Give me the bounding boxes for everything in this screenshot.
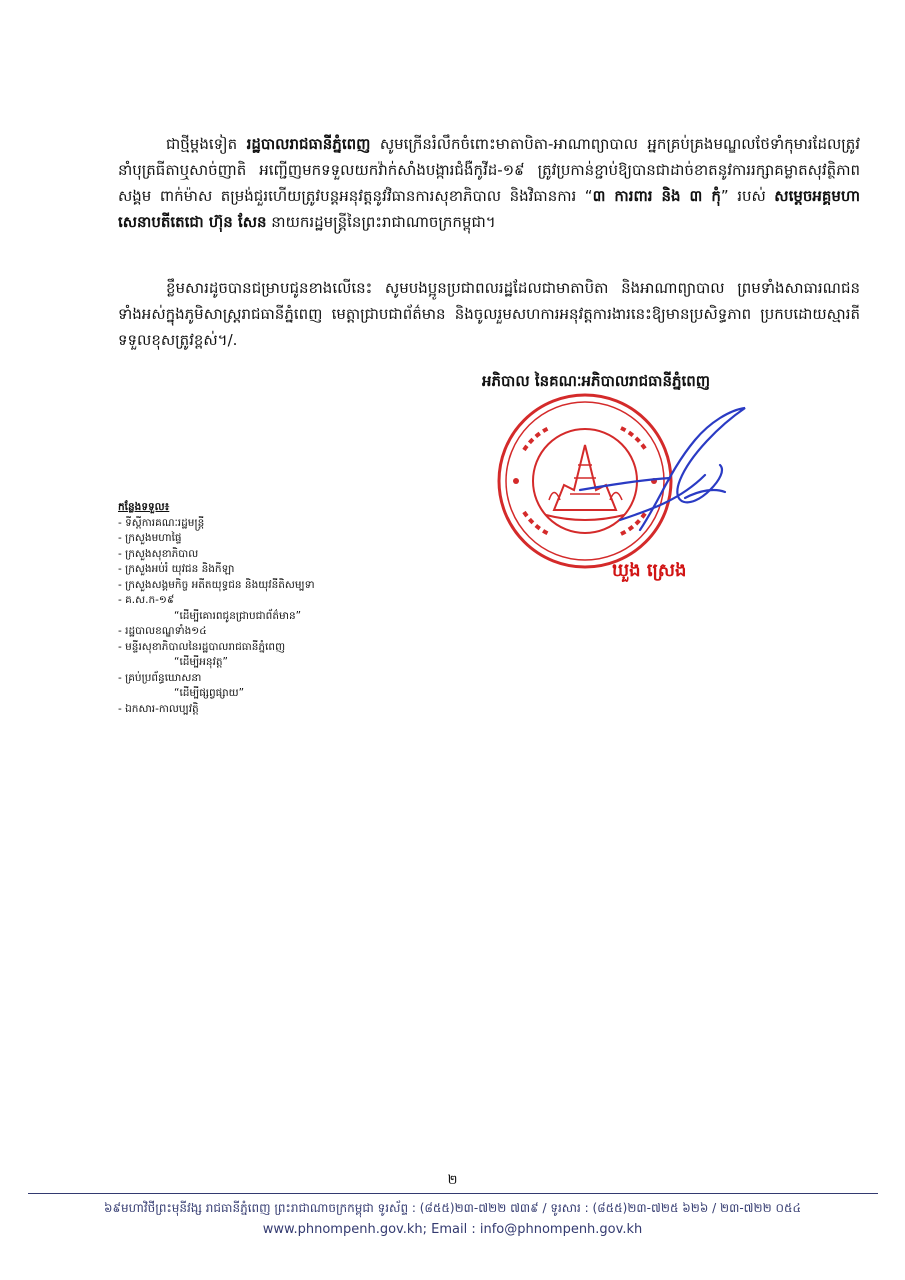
p1-intro: ជាថ្មីម្ដងទៀត [166,135,247,153]
p1-authority: រដ្ឋបាលរាជធានីភ្នំពេញ [246,135,371,153]
distribution-item: - គ្រប់ប្រព័ន្ធឃោសនា [118,671,202,684]
paragraph-closing: ខ្លឹមសារដូចបានជម្រាបជូនខាងលើនេះ សូមបងប្អូនប្រជាពលរដ្ឋដែលជាមាតាបិតា និងអាណាព្យាបាល ព្រមទាំងសាធារណជនទាំងអស់ក្នុងភូមិសាស្ត្ររាជធានីភ្នំពេញ មេត្តាជ្រាបជាព័ត៌មាន និងចូលរួមសហការអនុវត្តការងារនេះឱ្យមានប្រសិទ្ធភាព ប្រកបដោយស្មារតីទទួលខុសត្រូវខ្ពស់។/. [118,279,860,349]
footer-address: ៦៩មហាវិថីព្រះមុនីវង្ស រាជធានីភ្នំពេញ ព្រះរាជាណាចក្រកម្ពុជា ទូរស័ព្ទ : (៨៥៥)២៣-៧២២ ៧៣៩ / ទូរសារ : (៨៥៥)២៣-៧២៥ ៦២៦ / ២៣-៧២២ ០៥៤ [104,1201,801,1215]
p1-closing: នាយករដ្ឋមន្ត្រីនៃព្រះរាជាណាចក្រកម្ពុជា។ [266,213,496,231]
distribution-note: “ដើម្បីផ្សព្វផ្សាយ” [174,687,245,699]
distribution-item: - ក្រសួងសង្គមកិច្ច អតីតយុទ្ធជន និងយុវនីតិសម្បទា [118,578,315,591]
distribution-item: - ក្រសួងអប់រំ យុវជន និងកីឡា [118,563,235,575]
footer-divider [28,1193,878,1194]
p1-prime-minister: សម្ដេចអគ្គមហាសេនាបតីតេជោ ហ៊ុន សែន [118,187,860,231]
paragraph-reminder [118,131,860,235]
p1-of: ” របស់ [720,187,775,205]
distribution-item: - គ.ស.ក-១៩ [118,594,175,606]
distribution-item: - រដ្ឋបាលខណ្ឌទាំង១៤ [118,625,207,637]
distribution-item: - ក្រសួងសុខាភិបាល [118,547,199,560]
signature-title: អភិបាល នៃគណៈអភិបាលរាជធានីភ្នំពេញ [482,372,711,390]
distribution-item: - ឯកសារ-កាលប្បវត្តិ [118,702,199,715]
signer-name: ឃួង ស្រេង [612,560,687,581]
page-number: ២ [447,1173,458,1188]
handwritten-signature [520,380,760,550]
distribution-item: - មន្ទីរសុខាភិបាលនៃរដ្ឋបាលរាជធានីភ្នំពេញ [118,640,286,653]
distribution-note: “ដើម្បីគោរពជូនជ្រាបជាព័ត៌មាន” [174,609,302,622]
p1-body: សូមក្រើនរំលឹកចំពោះមាតាបិតា-អាណាព្យាបាល អ្នកគ្រប់គ្រងមណ្ឌលថែទាំកុមារដែលត្រូវនាំបុត្រធីតាឬសាច់ញាតិ អញ្ជើញមកទទួលយកវ៉ាក់សាំងបង្ការជំងឺកូវីដ-១៩ ត្រូវប្រកាន់ខ្ជាប់ឱ្យបានជាដាច់ខាតនូវការរក្សាគម្លាតសុវត្ថិភាពសង្គម ពាក់ម៉ាស តម្រង់ជួរហើយត្រូវបន្តអនុវត្តនូវវិធានការសុខាភិបាល និងវិធានការ “ [118,135,861,205]
distribution-item: - ក្រសួងមហាផ្ទៃ [118,532,182,544]
distribution-note: “ដើម្បីអនុវត្ត” [174,656,228,668]
footer-contact: www.phnompenh.gov.kh; Email : info@phnompenh.gov.kh [262,1222,643,1237]
distribution-list [118,500,438,717]
distribution-item: - ទីស្ដីការគណៈរដ្ឋមន្ត្រី [118,516,205,529]
distribution-title: កន្លែងទទួល៖ [118,501,170,513]
p1-measures: ៣ ការពារ និង ៣ កុំ [592,187,721,205]
